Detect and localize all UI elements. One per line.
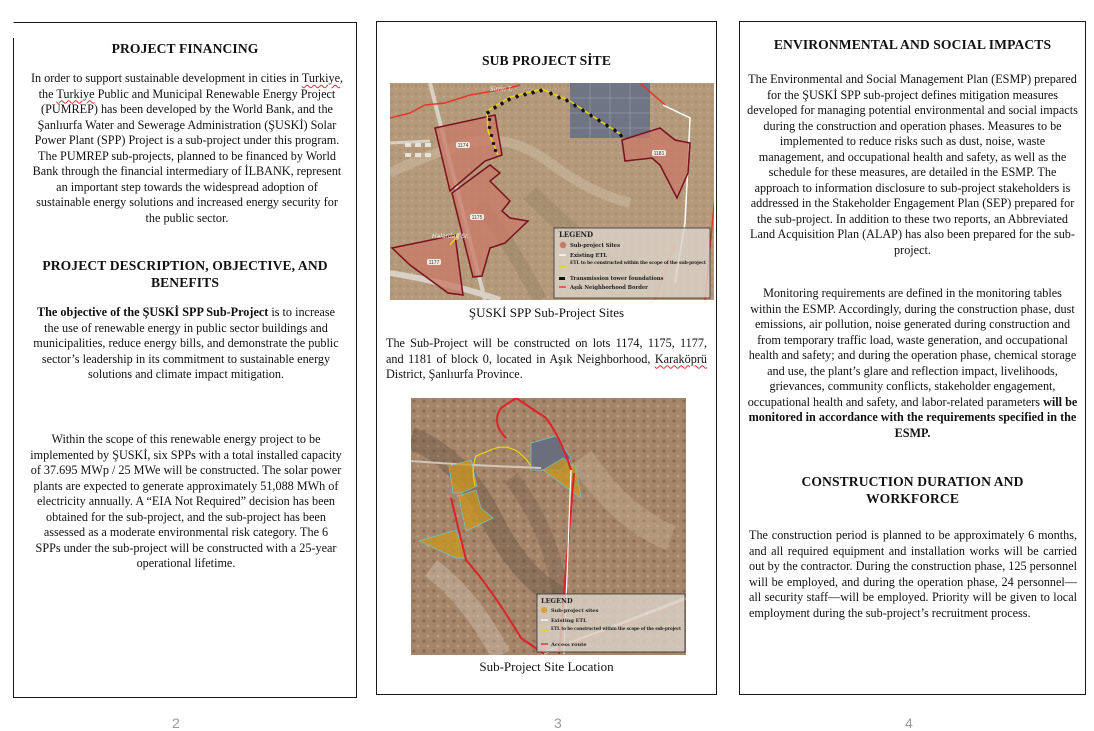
construction-paragraph: The construction period is planned to be approximately 6 months, and all required equipment and installation works will be carried out by the contractor. During the construction phase, 125 personnel will be employed, and during the operation phase, 24 personnel—all security staff—will be employed. Priority will be given to local employment during the sub-project’s recruitment process. [749,528,1077,620]
legend-item: Existing ETL [551,618,587,624]
esmp-paragraph: The Environmental and Social Management Plan (ESMP) prepared for the ŞUSKİ SPP sub-project defines mitigation measures developed for managing potential environmental and social impacts during the construction and operation phases. Measures to be implemented to reduce risks such as dust, noise, waste management, and occupational health and safety, as well as the schedule for these measures, are detailed in the ESMP. The approach to information disclosure to sub-project stakeholders is addressed in the Stakeholder Engagement Plan (SEP) prepared for the sub-project. In addition to these two reports, an Abbreviated Land Acquisition Plan (ALAP) has also been prepared for the sub-project. [747,72,1078,257]
site-location-map [411,398,686,655]
legend-item: Sub-project Sites [570,243,620,249]
objective-paragraph [30,305,342,383]
satellite-map [411,398,686,655]
legend-item: Transmission tower foundations [570,276,664,282]
map2-caption: Sub-Project Site Location [479,659,614,674]
monitoring-paragraph [747,286,1078,441]
section-heading-financing: PROJECT FINANCING [111,41,259,56]
location-paragraph [386,336,707,383]
legend-item: ETL to be constructed within the scope of the sub-project [570,261,706,266]
spellcheck-word[interactable]: Karaköprü [654,351,707,366]
page-4 [739,21,1086,695]
legend-title: LEGEND [559,230,594,239]
monitoring-emphasis: will be monitored in accordance with the requirements specified in the ESMP. [748,394,1078,440]
page-number: 3 [554,715,562,731]
map-legend [554,228,710,298]
page-2 [13,22,357,698]
legend-title: LEGEND [541,597,573,605]
section-heading-site: SUB PROJECT SİTE [481,53,612,68]
legend-swatch-site [541,607,547,613]
text-run: Monitoring requirements are defined in the monitoring tables within the ESMP. Accordingly, during the construction phase, dust emissions, air pollution, noise generated during construction and from temporary traffic load, waste generation, and occupational health and safety; and during the operation phase, chemical storage and use, the plant’s glare and reflection impact, livelihoods, grievances, community conflicts, stakeholder engagement, occupational health and safety, and labor-related parameters [747,286,1077,409]
spellcheck-word[interactable]: Turkiye [301,71,340,85]
page-number: 2 [172,715,180,731]
text-run: is to increase the use of renewable energy in public sector buildings and municipalities, reduce energy bills, and demonstrate the public sector’s leadership in its commitment to sustainable energy solutions and climate impact mitigation. [33,305,339,381]
map1-caption: ŞUSKİ SPP Sub-Project Sites [468,305,625,320]
lot-label: 1181 [653,151,665,157]
lot-label: 1177 [428,260,440,266]
text-run: , the [38,71,344,101]
financing-paragraph [28,71,346,226]
legend-item: Sub-project sites [551,608,599,614]
legend-swatch-tower [559,277,565,280]
legend-item: Existing ETL [570,253,607,259]
map-legend [537,594,685,652]
satellite-map [390,83,714,300]
legend-item: ETL to be constructed within the scope of the sub-project [551,627,681,632]
lot-label: 1175 [471,215,483,221]
text-run: Public and Municipal Renewable Energy Project (PUMREP) has been developed by the World Bank, and the Şanlıurfa Water and Sewerage Administration (ŞUSKİ) Solar Power Plant (SPP) Project is a sub-project under this program. The PUMREP sub-projects, planned to be financed by World Bank through the financial intermediary of İLBANK, represent an important step towards the widespread adoption of sustainable energy solutions and increased energy security for the public sector. [32,86,342,225]
text-run: In order to support sustainable development in cities in [30,71,302,85]
section-heading-construction: CONSTRUCTION DURATION AND WORKFORCE [801,474,1024,506]
objective-lead: The objective of the ŞUSKİ SPP Sub-Project [37,305,269,319]
lot-label: 1174 [457,143,469,149]
legend-item: Aşık Neighborhood Border [570,285,648,291]
page-3 [376,21,717,695]
page-number: 4 [905,715,913,731]
scope-paragraph: Within the scope of this renewable energy project to be implemented by ŞUSKİ, six SPPs with a total installed capacity of 37.695 MWp / 25 MWe will be constructed. The solar power plants are expected to generate approximately 51,088 MWh of electricity annually. A “EIA Not Required” decision has been obtained for the sub-project, and the sub-project has been assessed as a moderate environmental risk category. The 6 SPPs under the sub-project will be constructed with a 25-year operational lifetime. [30,432,342,570]
section-heading-description: PROJECT DESCRIPTION, OBJECTIVE, AND BENEFITS [42,258,328,290]
legend-swatch-site [560,242,566,248]
legend-item: Access route [551,642,587,648]
page-border [13,38,14,698]
section-heading-impacts: ENVIRONMENTAL AND SOCIAL IMPACTS [773,37,1052,52]
spellcheck-word[interactable]: Turkiye [56,86,95,101]
text-run: The Sub-Project will be constructed on lots 1174, 1175, 1177, and 1181 of block 0, located in Aşık Neighborhood, [386,336,707,366]
place-label: Sirrin T. [490,86,513,93]
sub-project-sites-map [390,83,714,300]
place-label: Halardağ Sr. [432,233,469,240]
text-run: District, Şanlıurfa Province. [386,367,523,381]
